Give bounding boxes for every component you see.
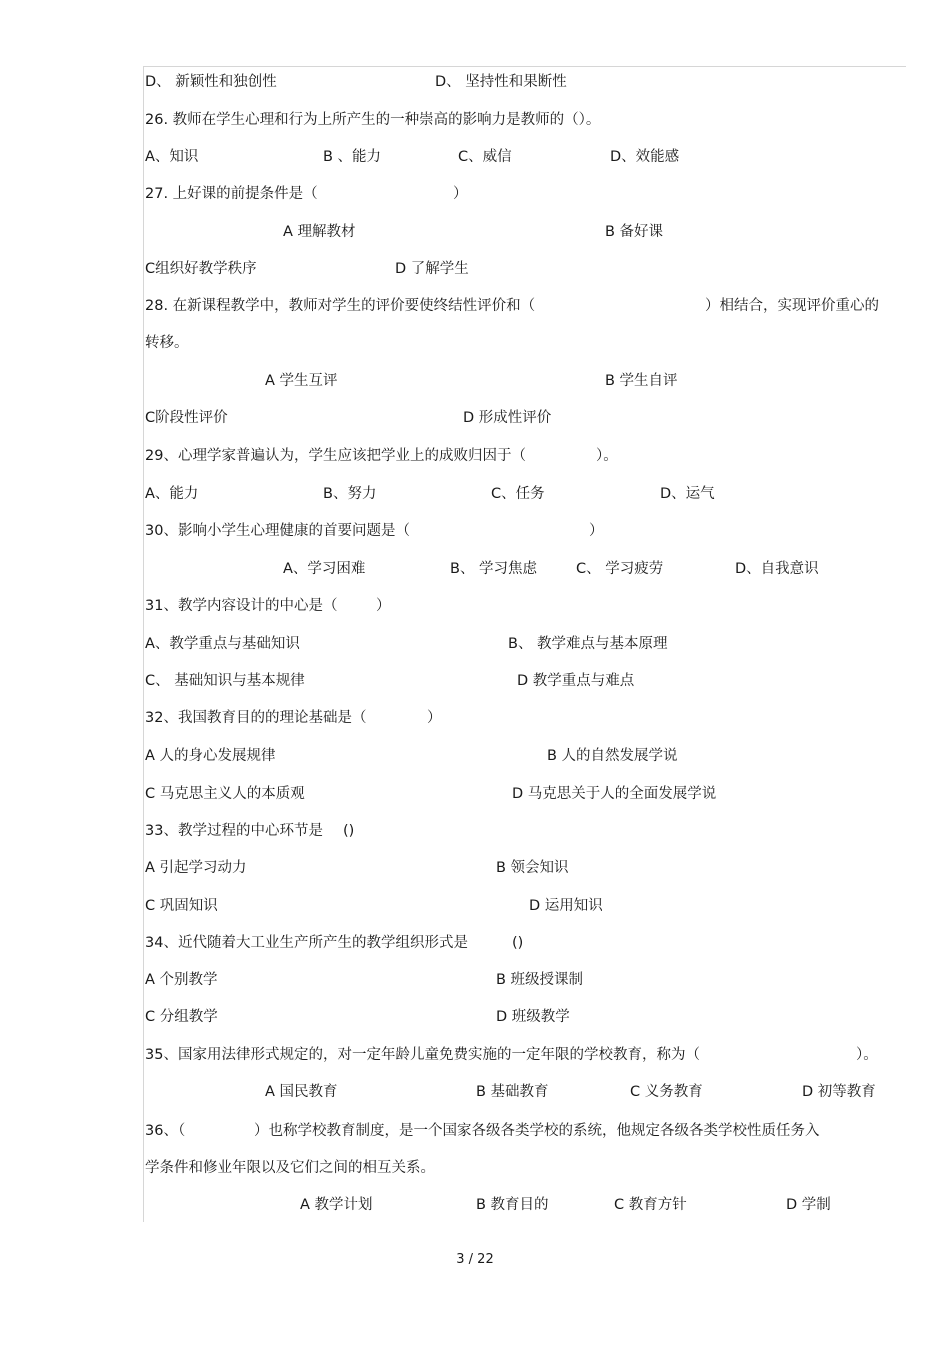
question-29-close: ）。: [596, 448, 618, 464]
question-28-line2: 转移。: [145, 335, 189, 351]
option-d: D 马克思关于人的全面发展学说: [512, 786, 717, 802]
question-29: 29、心理学家普遍认为，学生应该把学业上的成败归因于（: [145, 448, 526, 464]
option-a: A 国民教育: [265, 1084, 338, 1100]
option-c: C 马克思主义人的本质观: [145, 786, 305, 802]
option-d: D 初等教育: [802, 1084, 876, 1100]
option-b: B 备好课: [605, 224, 664, 240]
option-b: B 学生自评: [605, 373, 678, 389]
question-28: 28. 在新课程教学中，教师对学生的评价要使终结性评价和（: [145, 298, 536, 314]
option-b: B 班级授课制: [496, 972, 584, 988]
option-d: D、自我意识: [735, 561, 819, 577]
question-31-close: ）: [376, 598, 391, 614]
option-c: C、任务: [491, 486, 545, 502]
question-33-blank: (): [343, 823, 355, 839]
option-a: A 教学计划: [300, 1197, 373, 1213]
option-a: A、知识: [145, 149, 199, 165]
option-b: B、 学习焦虑: [450, 561, 538, 577]
option-d-25-right: D、 坚持性和果断性: [435, 74, 567, 90]
question-36-cont: ）也称学校教育制度，是一个国家各级各类学校的系统，他规定各级各类学校性质任务入: [254, 1123, 820, 1139]
question-36-line2: 学条件和修业年限以及它们之间的相互关系。: [145, 1160, 435, 1176]
option-d: D 运用知识: [529, 898, 603, 914]
option-a: A 理解教材: [283, 224, 356, 240]
option-a: A、能力: [145, 486, 199, 502]
option-b: B、努力: [323, 486, 377, 502]
option-c: C 巩固知识: [145, 898, 218, 914]
option-d: D 班级教学: [496, 1009, 570, 1025]
option-d: D 了解学生: [395, 261, 469, 277]
question-32-close: ）: [427, 710, 442, 726]
option-a: A 个别教学: [145, 972, 218, 988]
option-a: A 人的身心发展规律: [145, 748, 276, 764]
option-d: D 学制: [786, 1197, 831, 1213]
page-border-top: [143, 66, 906, 67]
option-c: C、 基础知识与基本规律: [145, 673, 305, 689]
question-36: 36、（: [145, 1123, 186, 1139]
page-border-left: [143, 66, 144, 1222]
question-27: 27. 上好课的前提条件是（: [145, 186, 318, 202]
option-a: A、教学重点与基础知识: [145, 636, 300, 652]
question-30: 30、影响小学生心理健康的首要问题是（: [145, 523, 410, 539]
question-35-close: ）。: [856, 1047, 878, 1063]
option-b: B 、能力: [323, 149, 382, 165]
option-a: A 学生互评: [265, 373, 338, 389]
option-b: B 基础教育: [476, 1084, 549, 1100]
option-a: A 引起学习动力: [145, 860, 247, 876]
option-a: A、学习困难: [283, 561, 366, 577]
page-number: 3 / 22: [456, 1252, 494, 1267]
question-27-close: ）: [453, 186, 468, 202]
option-d-25-left: D、 新颖性和独创性: [145, 74, 277, 90]
question-33: 33、教学过程的中心环节是: [145, 823, 323, 839]
option-b: B 教育目的: [476, 1197, 549, 1213]
option-d: D、运气: [660, 486, 715, 502]
option-c: C阶段性评价: [145, 410, 228, 426]
option-b: B 人的自然发展学说: [547, 748, 678, 764]
option-c: C组织好教学秩序: [145, 261, 257, 277]
question-32: 32、我国教育目的的理论基础是（: [145, 710, 367, 726]
option-c: C 教育方针: [614, 1197, 687, 1213]
option-c: C、威信: [458, 149, 512, 165]
question-26: 26. 教师在学生心理和行为上所产生的一种崇高的影响力是教师的（）。: [145, 112, 601, 128]
question-34-blank: (): [512, 935, 524, 951]
question-28-cont: ）相结合，实现评价重心的: [705, 298, 879, 314]
option-c: C 分组教学: [145, 1009, 218, 1025]
option-d: D、效能感: [610, 149, 680, 165]
question-35: 35、国家用法律形式规定的，对一定年龄儿童免费实施的一定年限的学校教育，称为（: [145, 1047, 700, 1063]
question-31: 31、教学内容设计的中心是（: [145, 598, 338, 614]
option-b: B、 教学难点与基本原理: [508, 636, 668, 652]
question-34: 34、近代随着大工业生产所产生的教学组织形式是: [145, 935, 468, 951]
option-c: C 义务教育: [630, 1084, 703, 1100]
option-c: C、 学习疲劳: [576, 561, 664, 577]
option-d: D 形成性评价: [463, 410, 552, 426]
question-30-close: ）: [589, 523, 604, 539]
option-d: D 教学重点与难点: [517, 673, 635, 689]
option-b: B 领会知识: [496, 860, 569, 876]
